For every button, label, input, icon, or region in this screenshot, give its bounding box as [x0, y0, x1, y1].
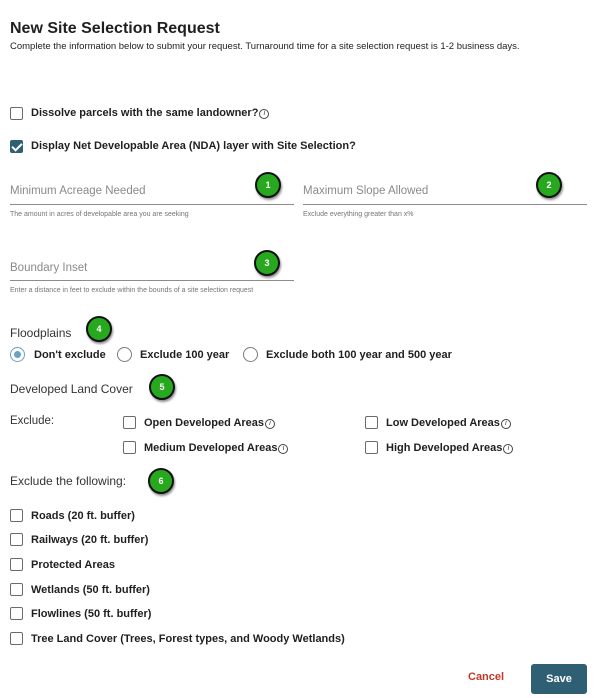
roads-label: Roads (20 ft. buffer) [31, 510, 135, 522]
callout-badge-3: 3 [254, 250, 280, 276]
page-subtitle: Complete the information below to submit your request. Turnaround time for a site selection request is 1-2 business days. [10, 41, 520, 52]
max-slope-field[interactable]: Maximum Slope Allowed [303, 185, 429, 197]
boundary-inset-help: Enter a distance in feet to exclude within the bounds of a site selection request [10, 287, 254, 294]
callout-badge-2: 2 [536, 172, 562, 198]
callout-badge-5: 5 [149, 374, 175, 400]
max-slope-help: Exclude everything greater than x% [303, 211, 414, 218]
railways-label: Railways (20 ft. buffer) [31, 534, 149, 546]
flowlines-checkbox[interactable] [10, 607, 23, 620]
flowlines-label: Flowlines (50 ft. buffer) [31, 608, 152, 620]
tree-land-cover-checkbox[interactable] [10, 632, 23, 645]
info-icon[interactable]: i [501, 419, 511, 429]
floodplain-dont-exclude-label: Don't exclude [34, 349, 106, 361]
boundary-inset-underline [10, 280, 294, 281]
min-acreage-underline [10, 204, 294, 205]
save-button[interactable]: Save [531, 664, 587, 694]
tree-land-cover-label: Tree Land Cover (Trees, Forest types, and Woody Wetlands) [31, 633, 345, 645]
min-acreage-help: The amount in acres of developable area you are seeking [10, 211, 189, 218]
floodplain-100-500-year-radio[interactable] [243, 347, 258, 362]
floodplain-100-500-year-label: Exclude both 100 year and 500 year [266, 349, 452, 361]
floodplain-100-year-label: Exclude 100 year [140, 349, 230, 361]
open-developed-checkbox[interactable] [123, 416, 136, 429]
high-developed-checkbox[interactable] [365, 441, 378, 454]
info-icon[interactable]: i [278, 444, 288, 454]
cancel-button[interactable]: Cancel [468, 671, 505, 683]
protected-areas-label: Protected Areas [31, 559, 115, 571]
callout-badge-4: 4 [86, 316, 112, 342]
info-icon[interactable]: i [259, 109, 269, 119]
roads-checkbox[interactable] [10, 509, 23, 522]
display-nda-checkbox[interactable] [10, 140, 23, 153]
display-nda-label: Display Net Developable Area (NDA) layer with Site Selection? [31, 140, 356, 152]
dissolve-parcels-checkbox[interactable] [10, 107, 23, 120]
medium-developed-label: Medium Developed Areas i [144, 442, 288, 454]
dissolve-parcels-label: Dissolve parcels with the same landowner? i [31, 107, 269, 119]
info-icon[interactable]: i [265, 419, 275, 429]
floodplain-100-year-radio[interactable] [117, 347, 132, 362]
railways-checkbox[interactable] [10, 533, 23, 546]
medium-developed-checkbox[interactable] [123, 441, 136, 454]
exclude-following-heading: Exclude the following: [10, 474, 127, 488]
min-acreage-field[interactable]: Minimum Acreage Needed [10, 185, 146, 197]
high-developed-label: High Developed Areas i [386, 442, 513, 454]
max-slope-underline [303, 204, 587, 205]
wetlands-checkbox[interactable] [10, 583, 23, 596]
info-icon[interactable]: i [503, 444, 513, 454]
open-developed-label: Open Developed Areas i [144, 417, 275, 429]
callout-badge-1: 1 [255, 172, 281, 198]
wetlands-label: Wetlands (50 ft. buffer) [31, 584, 150, 596]
low-developed-checkbox[interactable] [365, 416, 378, 429]
floodplain-dont-exclude-radio[interactable] [10, 347, 25, 362]
protected-areas-checkbox[interactable] [10, 558, 23, 571]
page-title: New Site Selection Request [10, 20, 220, 37]
exclude-label: Exclude: [10, 415, 55, 427]
low-developed-label: Low Developed Areas i [386, 417, 511, 429]
developed-land-cover-heading: Developed Land Cover [10, 382, 133, 396]
callout-badge-6: 6 [148, 468, 174, 494]
floodplains-heading: Floodplains [10, 326, 72, 340]
boundary-inset-field[interactable]: Boundary Inset [10, 262, 88, 274]
